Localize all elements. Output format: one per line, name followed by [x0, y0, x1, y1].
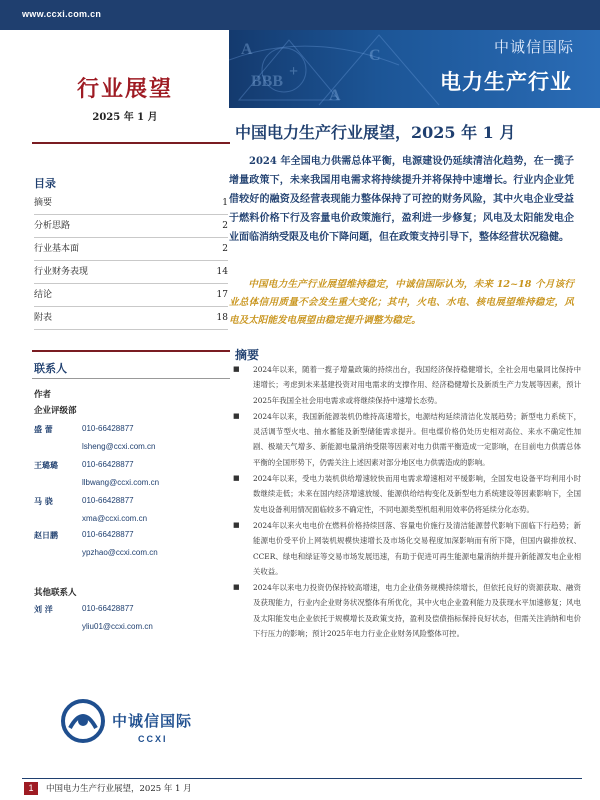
intro-paragraph: 2024 年全国电力供需总体平衡，电源建设仍延续清洁化趋势，在一揽子增量政策下，未来我国用电需求将持续提升并将保持中速增长。行业内企业凭借较好的融资及经营表现能力整体保持了可控的财务风险，其中火电企业受益于燃料价格下行及容量电价政策施行，盈利进一步修复；风电及太阳能发电企业面临消纳受限及电价下降问题，但在政策支持引导下，整体经营状况稳健。 — [229, 156, 574, 243]
toc-item[interactable]: 行业财务表现 14 — [34, 261, 228, 284]
contact-name: 盛 蕾 — [34, 424, 53, 434]
top-bar — [0, 0, 600, 30]
svg-text:BBB: BBB — [251, 73, 284, 90]
other-contacts-label: 其他联系人 — [34, 588, 77, 598]
toc-item[interactable]: 摘要 1 — [34, 192, 228, 215]
contact-name: 王璐璐 — [34, 460, 58, 470]
summary-bullet: ■ 2024年以来，随着一揽子增量政策的持续出台，我国经济保持稳健增长，全社会用电量同比保持中速增长；考虑到未来基建投资对用电需求的支撑作用、经济稳健增长及新质生产力发展等因素，预计2025年我国全社会用电需求或将继续保持中速增长态势。 — [229, 362, 581, 408]
contact-name: 马 骁 — [34, 496, 53, 506]
toc-title: 目录 — [34, 177, 56, 190]
header-banner — [229, 30, 600, 108]
svg-text:+: + — [289, 63, 299, 80]
contact-phone: 010-66428877 — [82, 460, 134, 469]
svg-text:A: A — [329, 87, 341, 104]
contact-phone: 010-66428877 — [82, 604, 134, 613]
report-type-heading: 行业展望 — [76, 76, 173, 102]
industry-title: 电力生产行业 — [440, 70, 572, 94]
page-number: 1 — [24, 782, 38, 795]
contact-email[interactable]: llbwang@ccxi.com.cn — [82, 478, 160, 487]
sidebar-divider — [32, 142, 230, 144]
contact-phone: 010-66428877 — [82, 496, 134, 505]
contact-phone: 010-66428877 — [82, 530, 134, 539]
site-url[interactable]: www.ccxi.com.cn — [22, 9, 102, 19]
contact-name: 赵日鹏 — [34, 530, 58, 540]
summary-bullet: ■ 2024年以来电力投资仍保持较高增速，电力企业债务规模持续增长，但依托良好的资源获取、融资及获现能力，行业内企业财务状况整体有所优化，其中火电企业盈利能力及获现水平加速修复；风电及太阳能发电企业依托于规模增长及政策支持，盈利及偿债指标保持良好状态，但需关注消纳和电价下行压力的影响；预计2025年电力行业企业财务风险整体可控。 — [229, 580, 581, 641]
contact-phone: 010-66428877 — [82, 424, 134, 433]
sidebar-divider — [32, 350, 230, 352]
contact-email[interactable]: ypzhao@ccxi.com.cn — [82, 548, 158, 557]
toc-item[interactable]: 结论 17 — [34, 284, 228, 307]
footer-text: 中国电力生产行业展望，2025 年 1 月 — [46, 784, 192, 794]
brand-name: 中诚信国际 — [493, 38, 574, 56]
toc-item[interactable]: 分析思路 2 — [34, 215, 228, 238]
svg-text:C: C — [369, 47, 381, 64]
svg-text:A: A — [241, 41, 253, 58]
team-label: 企业评级部 — [34, 406, 77, 416]
outlook-highlight: 中国电力生产行业展望维持稳定，中诚信国际认为，未来 12~18 个月该行业总体信用质量不会发生重大变化；其中，火电、水电、核电展望维持稳定，风电及太阳能发电展望由稳定提升调整为稳定。 — [229, 279, 574, 326]
report-title: 中国电力生产行业展望，2025 年 1 月 — [235, 123, 516, 142]
ccxi-logo — [60, 698, 210, 758]
contact-email[interactable]: yliu01@ccxi.com.cn — [82, 622, 153, 631]
toc-item[interactable]: 附表 18 — [34, 307, 228, 330]
toc-item[interactable]: 行业基本面 2 — [34, 238, 228, 261]
contact-name: 刘 洋 — [34, 604, 53, 614]
summary-title: 摘要 — [235, 348, 260, 362]
contact-email[interactable]: lsheng@ccxi.com.cn — [82, 442, 156, 451]
logo-mark-icon — [60, 698, 106, 744]
summary-list — [229, 362, 581, 642]
report-date: 2025 年 1 月 — [92, 112, 158, 123]
logo-subtext: CCXI — [138, 734, 168, 744]
authors-label: 作者 — [34, 390, 52, 400]
summary-bullet: ■ 2024年以来火电电价在燃料价格持续回落、容量电价施行及清洁能源替代影响下面临下行趋势；新能源电价受平价上网装机规模快速增长及市场化交易程度加深影响而有所下降，但国内碳排放权、CCER、绿电和绿证等交易市场发展迅速，有助于促进可再生能源电量消纳并提升新能源发电企业相关收益。 — [229, 518, 581, 579]
contacts-title: 联系人 — [34, 362, 67, 375]
summary-bullet: ■ 2024年以来，我国新能源装机仍维持高速增长，电源结构延续清洁化发展趋势；新型电力系统下，灵活调节型火电、抽水蓄能及新型储能需求提升。但电煤价格仍处历史相对高位、来水不确定性加剧、极端天气增多、新能源电量消纳受限等因素对电力供需平衡造成一定影响，在目前电力供需总体平衡的全国形势下，仍需关注上述因素对部分地区电力供需造成的影响。 — [229, 409, 581, 470]
table-of-contents — [34, 192, 228, 330]
sidebar-divider — [32, 378, 230, 379]
page-footer — [22, 778, 582, 794]
logo-text: 中诚信国际 — [112, 712, 193, 730]
summary-bullet: ■ 2024年以来，受电力装机供给增速较快而用电需求增速相对平缓影响，全国发电设备平均利用小时数继续走低；未来在国内经济增速放缓、能源供给结构变化及新型电力系统建设等因素影响下，全国发电设备利用情况面临较多不确定性，不同电源类型机组利用效率仍将延续分化态势。 — [229, 471, 581, 517]
sidebar — [22, 30, 228, 790]
contact-email[interactable]: xma@ccxi.com.cn — [82, 514, 148, 523]
